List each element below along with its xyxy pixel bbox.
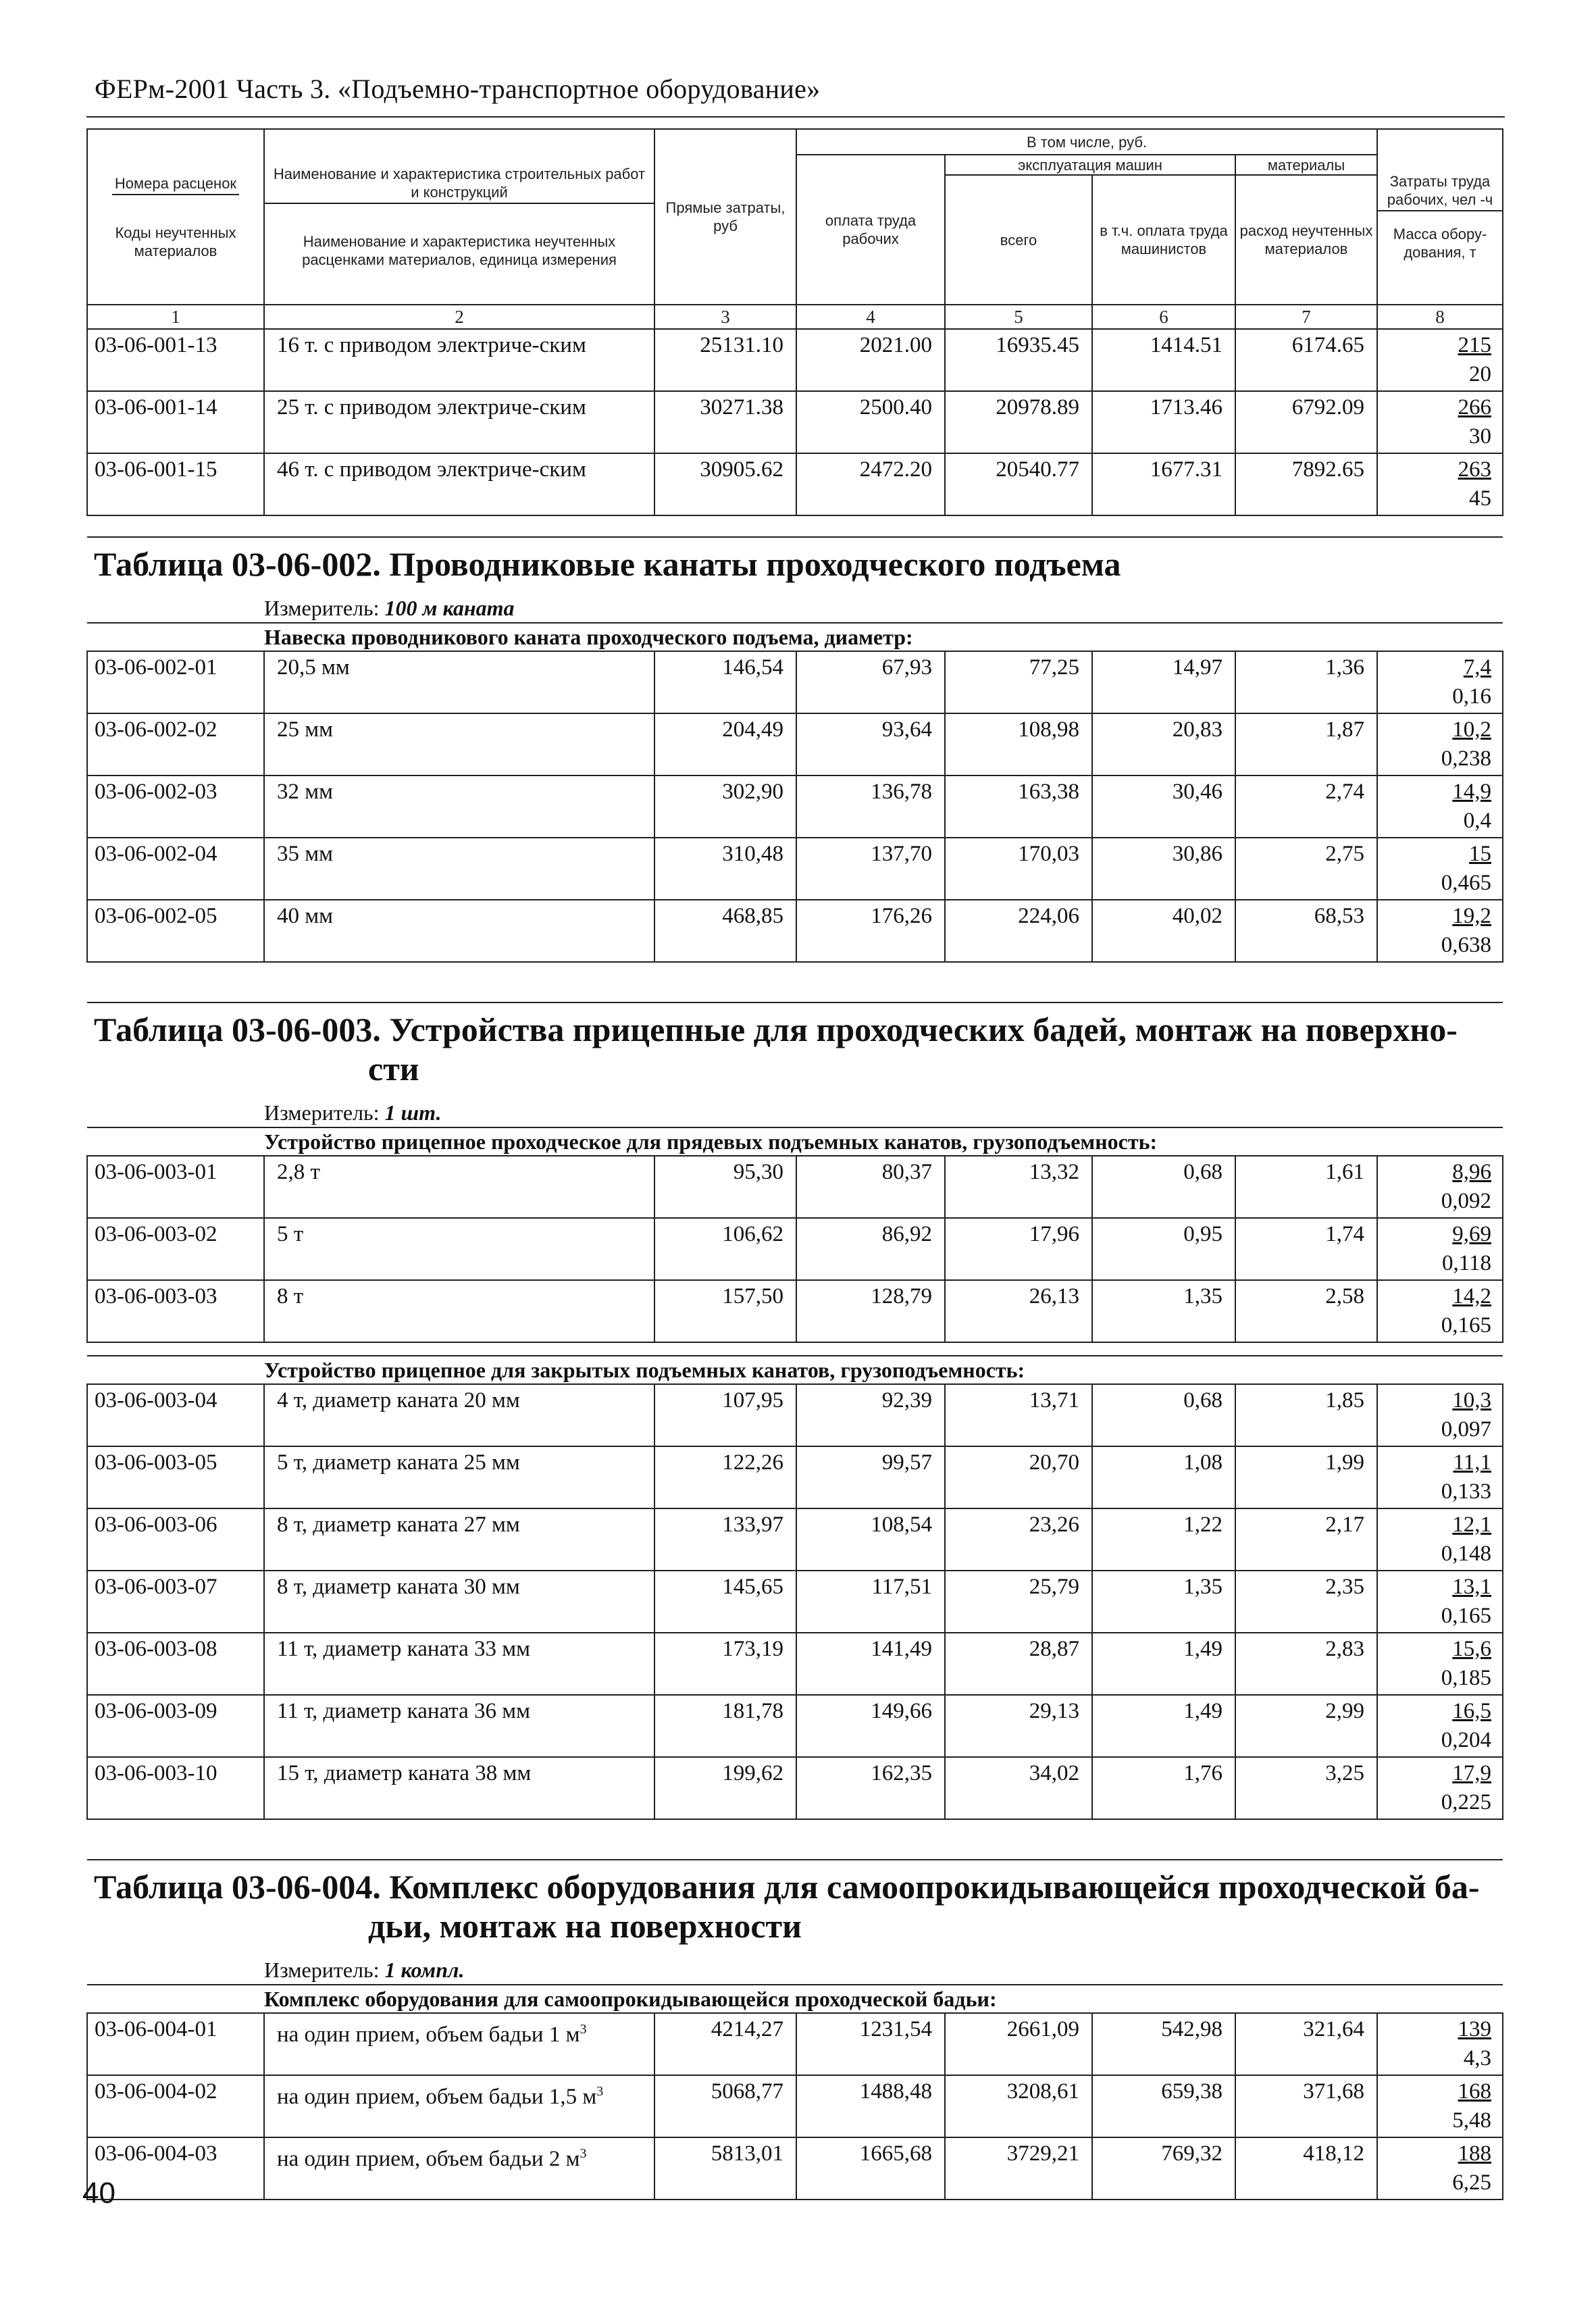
col4-head: оплата труда рабочих — [796, 155, 945, 305]
value-v7: 1,74 — [1235, 1218, 1377, 1280]
equipment-mass: 0,165 — [1441, 1604, 1492, 1628]
table-row — [87, 391, 1503, 453]
labor-cost: 17,9 — [1452, 1761, 1492, 1785]
rate-code: 03-06-002-05 — [87, 900, 264, 962]
work-name-text: 15 т, диаметр каната 38 мм — [277, 1761, 532, 1785]
equipment-mass: 0,097 — [1441, 1417, 1492, 1442]
work-name-text: 5 т, диаметр каната 25 мм — [277, 1450, 520, 1475]
rate-code: 03-06-003-08 — [87, 1633, 264, 1695]
group-heading: Устройство прицепное проходческое для прядевых подъемных канатов, грузоподъемность: — [87, 1127, 1503, 1156]
value-v3: 95,30 — [654, 1156, 796, 1218]
work-name-text: 11 т, диаметр каната 33 мм — [277, 1637, 531, 1661]
table-row — [87, 838, 1503, 900]
labor-cost: 9,69 — [1452, 1222, 1492, 1246]
table-row — [87, 329, 1503, 391]
work-name — [264, 1508, 654, 1571]
value-v6: 40,02 — [1092, 900, 1235, 962]
value-v4: 149,66 — [796, 1695, 945, 1757]
work-name-text: на один прием, объем бадьи 1 м — [277, 2023, 580, 2047]
work-name-text: 8 т, диаметр каната 27 мм — [277, 1513, 520, 1537]
work-name — [264, 1156, 654, 1218]
value-v5: 170,03 — [945, 838, 1092, 900]
work-name-text: 25 т. с приводом электриче-ским — [277, 395, 586, 420]
unit-exponent: 3 — [580, 2146, 587, 2161]
labor-cost: 7,4 — [1463, 655, 1492, 680]
labor-mass — [1377, 1757, 1503, 1819]
value-v4: 80,37 — [796, 1156, 945, 1218]
value-v4: 1488,48 — [796, 2075, 945, 2137]
labor-mass — [1377, 391, 1503, 453]
work-name — [264, 1695, 654, 1757]
rate-code: 03-06-003-06 — [87, 1508, 264, 1571]
labor-cost: 13,1 — [1452, 1575, 1492, 1599]
table-title: Таблица 03-06-003. Устройства прицепные для проходческих бадей, монтаж на поверхно- сти — [94, 1011, 1458, 1088]
value-v4: 1665,68 — [796, 2137, 945, 2200]
labor-cost: 14,9 — [1452, 780, 1492, 804]
value-v6: 1677.31 — [1092, 453, 1235, 515]
work-name-text: 8 т, диаметр каната 30 мм — [277, 1575, 520, 1599]
value-v7: 321,64 — [1235, 2013, 1377, 2075]
rate-code: 03-06-004-03 — [87, 2137, 264, 2200]
value-v6: 1414.51 — [1092, 329, 1235, 391]
labor-mass — [1377, 838, 1503, 900]
value-v3: 5068,77 — [654, 2075, 796, 2137]
column-numbers: 1 2 3 4 5 6 7 8 — [87, 305, 1503, 329]
work-name-text: 11 т, диаметр каната 36 мм — [277, 1699, 531, 1723]
materials-head: материалы — [1235, 155, 1377, 175]
value-v6: 659,38 — [1092, 2075, 1235, 2137]
measure-unit: Измеритель: 1 шт. — [264, 1100, 442, 1125]
value-v6: 1,49 — [1092, 1695, 1235, 1757]
value-v6: 20,83 — [1092, 713, 1235, 776]
value-v4: 99,57 — [796, 1446, 945, 1508]
value-v3: 173,19 — [654, 1633, 796, 1695]
equipment-mass: 6,25 — [1452, 2170, 1492, 2195]
value-v5: 2661,09 — [945, 2013, 1092, 2075]
table-row — [87, 651, 1503, 713]
running-header: ФЕРм-2001 Часть 3. «Подъемно-транспортное оборудование» — [95, 74, 821, 104]
measure-unit: Измеритель: 1 компл. — [264, 1958, 465, 1982]
value-v7: 2,99 — [1235, 1695, 1377, 1757]
unit-exponent: 3 — [580, 2022, 587, 2037]
col5-head: всего — [945, 175, 1092, 305]
value-v7: 371,68 — [1235, 2075, 1377, 2137]
value-v5: 3729,21 — [945, 2137, 1092, 2200]
spacer-row — [87, 515, 1503, 537]
value-v6: 1,22 — [1092, 1508, 1235, 1571]
value-v6: 542,98 — [1092, 2013, 1235, 2075]
value-v5: 20540.77 — [945, 453, 1092, 515]
work-name — [264, 1571, 654, 1633]
work-name — [264, 776, 654, 838]
work-name — [264, 329, 654, 391]
work-name-text: на один прием, объем бадьи 2 м — [277, 2147, 580, 2171]
work-name-text: 20,5 мм — [277, 655, 350, 680]
equipment-mass: 0,148 — [1441, 1542, 1492, 1566]
work-name-text: 4 т, диаметр каната 20 мм — [277, 1388, 520, 1413]
labor-mass — [1377, 776, 1503, 838]
rate-code: 03-06-002-03 — [87, 776, 264, 838]
work-name-text: 35 мм — [277, 842, 334, 866]
value-v7: 2,75 — [1235, 838, 1377, 900]
labor-mass — [1377, 900, 1503, 962]
value-v4: 136,78 — [796, 776, 945, 838]
group-heading: Навеска проводникового каната проходческого подъема, диаметр: — [87, 623, 1503, 651]
labor-mass — [1377, 1156, 1503, 1218]
labor-mass — [1377, 2013, 1503, 2075]
table-row — [87, 713, 1503, 776]
work-name-text: 16 т. с приводом электриче-ским — [277, 333, 586, 357]
table-row — [87, 1156, 1503, 1218]
value-v7: 6174.65 — [1235, 329, 1377, 391]
work-name — [264, 838, 654, 900]
table-title: Таблица 03-06-004. Комплекс оборудования для самоопрокидывающейся проходческой ба- дьи, монтаж на поверхности — [94, 1868, 1480, 1945]
value-v7: 1,99 — [1235, 1446, 1377, 1508]
value-v5: 77,25 — [945, 651, 1092, 713]
equipment-mass: 0,092 — [1441, 1189, 1492, 1213]
value-v7: 68,53 — [1235, 900, 1377, 962]
rate-code: 03-06-001-13 — [87, 329, 264, 391]
value-v7: 1,61 — [1235, 1156, 1377, 1218]
value-v4: 93,64 — [796, 713, 945, 776]
equipment-mass: 0,4 — [1463, 809, 1492, 833]
table-row — [87, 2075, 1503, 2137]
value-v7: 1,85 — [1235, 1384, 1377, 1446]
value-v7: 2,35 — [1235, 1571, 1377, 1633]
value-v5: 224,06 — [945, 900, 1092, 962]
value-v3: 30271.38 — [654, 391, 796, 453]
group-heading: Устройство прицепное для закрытых подъемных канатов, грузоподъемность: — [87, 1356, 1503, 1384]
value-v4: 2472.20 — [796, 453, 945, 515]
work-name — [264, 1446, 654, 1508]
work-name-text: на один прием, объем бадьи 1,5 м — [277, 2085, 597, 2109]
value-v4: 128,79 — [796, 1280, 945, 1342]
rate-code: 03-06-001-14 — [87, 391, 264, 453]
labor-cost: 263 — [1458, 457, 1492, 482]
value-v6: 1,76 — [1092, 1757, 1235, 1819]
col2-head: Наименование и характеристика строительных работ и конструкций Наименование и характеристика неучтенных расценками материалов, единица измерения — [264, 129, 654, 305]
value-v5: 34,02 — [945, 1757, 1092, 1819]
value-v7: 6792.09 — [1235, 391, 1377, 453]
value-v6: 1,08 — [1092, 1446, 1235, 1508]
rate-code: 03-06-002-04 — [87, 838, 264, 900]
table-row — [87, 776, 1503, 838]
value-v7: 2,58 — [1235, 1280, 1377, 1342]
rate-code: 03-06-003-04 — [87, 1384, 264, 1446]
value-v3: 157,50 — [654, 1280, 796, 1342]
table-row — [87, 1757, 1503, 1819]
norms-table — [86, 128, 1502, 2200]
work-name — [264, 453, 654, 515]
table-head — [87, 129, 1503, 329]
value-v7: 2,74 — [1235, 776, 1377, 838]
labor-mass — [1377, 1508, 1503, 1571]
equipment-mass: 0,204 — [1441, 1728, 1492, 1752]
value-v5: 13,32 — [945, 1156, 1092, 1218]
value-v4: 117,51 — [796, 1571, 945, 1633]
table-row — [87, 1218, 1503, 1280]
rate-code: 03-06-003-02 — [87, 1218, 264, 1280]
work-name-text: 32 мм — [277, 780, 334, 804]
equipment-mass: 0,16 — [1452, 684, 1492, 709]
value-v5: 29,13 — [945, 1695, 1092, 1757]
value-v3: 107,95 — [654, 1384, 796, 1446]
labor-mass — [1377, 2137, 1503, 2200]
labor-mass — [1377, 651, 1503, 713]
work-name — [264, 713, 654, 776]
table-row — [87, 1384, 1503, 1446]
work-name-text: 8 т — [277, 1284, 304, 1308]
value-v4: 92,39 — [796, 1384, 945, 1446]
work-name — [264, 651, 654, 713]
labor-mass — [1377, 329, 1503, 391]
labor-cost: 12,1 — [1452, 1513, 1492, 1537]
work-name — [264, 900, 654, 962]
value-v7: 2,83 — [1235, 1633, 1377, 1695]
equipment-mass: 0,225 — [1441, 1790, 1492, 1814]
labor-cost: 19,2 — [1452, 904, 1492, 928]
equipment-mass: 45 — [1469, 486, 1492, 511]
value-v7: 418,12 — [1235, 2137, 1377, 2200]
labor-mass — [1377, 1384, 1503, 1446]
labor-mass — [1377, 1571, 1503, 1633]
table-row — [87, 1508, 1503, 1571]
value-v6: 30,86 — [1092, 838, 1235, 900]
equipment-mass: 0,638 — [1441, 933, 1492, 957]
group-heading: Комплекс оборудования для самоопрокидывающейся проходческой бадьи: — [87, 1985, 1503, 2013]
equipment-mass: 0,238 — [1441, 746, 1492, 771]
value-v5: 17,96 — [945, 1218, 1092, 1280]
value-v5: 16935.45 — [945, 329, 1092, 391]
value-v6: 0,68 — [1092, 1156, 1235, 1218]
value-v7: 1,87 — [1235, 713, 1377, 776]
value-v3: 133,97 — [654, 1508, 796, 1571]
header-rule — [86, 116, 1505, 118]
value-v3: 106,62 — [654, 1218, 796, 1280]
labor-cost: 139 — [1458, 2017, 1492, 2041]
value-v6: 769,32 — [1092, 2137, 1235, 2200]
value-v6: 0,95 — [1092, 1218, 1235, 1280]
rate-code: 03-06-004-02 — [87, 2075, 264, 2137]
value-v3: 204,49 — [654, 713, 796, 776]
col6-head: в т.ч. оплата труда машинистов — [1092, 175, 1235, 305]
labor-mass — [1377, 1695, 1503, 1757]
value-v3: 30905.62 — [654, 453, 796, 515]
col1-head: Номера расценок Коды неучтенных материалов — [87, 129, 264, 305]
labor-cost: 11,1 — [1453, 1450, 1492, 1475]
work-name — [264, 2137, 654, 2200]
equipment-mass: 30 — [1469, 424, 1492, 449]
labor-cost: 16,5 — [1452, 1699, 1492, 1723]
work-name — [264, 1280, 654, 1342]
value-v5: 25,79 — [945, 1571, 1092, 1633]
value-v4: 1231,54 — [796, 2013, 945, 2075]
value-v3: 25131.10 — [654, 329, 796, 391]
value-v4: 162,35 — [796, 1757, 945, 1819]
work-name — [264, 391, 654, 453]
value-v6: 0,68 — [1092, 1384, 1235, 1446]
value-v7: 7892.65 — [1235, 453, 1377, 515]
col7-head: расход неучтенных материалов — [1235, 175, 1377, 305]
col8-head: Затраты труда рабочих, чел -ч Масса обору-дования, т — [1377, 129, 1503, 305]
work-name — [264, 1218, 654, 1280]
table-title: Таблица 03-06-002. Проводниковые канаты проходческого подъема — [94, 545, 1121, 583]
equipment-mass: 0,133 — [1441, 1479, 1492, 1504]
value-v3: 145,65 — [654, 1571, 796, 1633]
value-v5: 23,26 — [945, 1508, 1092, 1571]
incl-head: В том числе, руб. — [796, 129, 1377, 155]
value-v7: 3,25 — [1235, 1757, 1377, 1819]
labor-cost: 15 — [1469, 842, 1492, 866]
work-name — [264, 1757, 654, 1819]
value-v5: 163,38 — [945, 776, 1092, 838]
value-v4: 86,92 — [796, 1218, 945, 1280]
value-v3: 310,48 — [654, 838, 796, 900]
value-v4: 2021.00 — [796, 329, 945, 391]
rate-code: 03-06-003-03 — [87, 1280, 264, 1342]
spacer-row — [87, 962, 1503, 1002]
equipment-mass: 0,165 — [1441, 1313, 1492, 1338]
rate-code: 03-06-003-05 — [87, 1446, 264, 1508]
rate-code: 03-06-003-10 — [87, 1757, 264, 1819]
value-v5: 108,98 — [945, 713, 1092, 776]
table-row — [87, 1695, 1503, 1757]
value-v6: 1713.46 — [1092, 391, 1235, 453]
work-name-text: 25 мм — [277, 717, 334, 742]
work-name-text: 46 т. с приводом электриче-ским — [277, 457, 586, 482]
value-v7: 1,36 — [1235, 651, 1377, 713]
value-v4: 2500.40 — [796, 391, 945, 453]
value-v3: 468,85 — [654, 900, 796, 962]
value-v7: 2,17 — [1235, 1508, 1377, 1571]
rate-code: 03-06-003-07 — [87, 1571, 264, 1633]
work-name — [264, 2013, 654, 2075]
labor-cost: 8,96 — [1452, 1160, 1492, 1184]
value-v3: 146,54 — [654, 651, 796, 713]
value-v3: 181,78 — [654, 1695, 796, 1757]
value-v5: 13,71 — [945, 1384, 1092, 1446]
equipment-mass: 4,3 — [1463, 2046, 1492, 2070]
col3-head: Прямые затраты, руб — [654, 129, 796, 305]
page-number: 40 — [82, 2177, 115, 2210]
labor-cost: 266 — [1458, 395, 1492, 420]
measure-unit: Измеритель: 100 м каната — [264, 596, 515, 620]
spacer-row — [87, 1819, 1503, 1860]
value-v6: 1,49 — [1092, 1633, 1235, 1695]
machines-head: эксплуатация машин — [945, 155, 1235, 175]
value-v5: 28,87 — [945, 1633, 1092, 1695]
value-v3: 199,62 — [654, 1757, 796, 1819]
rate-code: 03-06-003-01 — [87, 1156, 264, 1218]
rate-code: 03-06-002-01 — [87, 651, 264, 713]
value-v4: 137,70 — [796, 838, 945, 900]
work-name-text: 2,8 т — [277, 1160, 320, 1184]
value-v4: 141,49 — [796, 1633, 945, 1695]
table-row — [87, 1280, 1503, 1342]
table-row — [87, 453, 1503, 515]
labor-mass — [1377, 1633, 1503, 1695]
value-v4: 67,93 — [796, 651, 945, 713]
value-v6: 1,35 — [1092, 1571, 1235, 1633]
labor-mass — [1377, 1218, 1503, 1280]
value-v3: 5813,01 — [654, 2137, 796, 2200]
work-name-text: 5 т — [277, 1222, 304, 1246]
labor-cost: 10,2 — [1452, 717, 1492, 742]
equipment-mass: 0,465 — [1441, 871, 1492, 895]
unit-exponent: 3 — [596, 2084, 604, 2099]
labor-mass — [1377, 713, 1503, 776]
table-row — [87, 2013, 1503, 2075]
labor-mass — [1377, 453, 1503, 515]
labor-mass — [1377, 1280, 1503, 1342]
table-row — [87, 900, 1503, 962]
table-row — [87, 2137, 1503, 2200]
work-name — [264, 1633, 654, 1695]
labor-mass — [1377, 2075, 1503, 2137]
equipment-mass: 0,118 — [1442, 1251, 1492, 1275]
value-v5: 20,70 — [945, 1446, 1092, 1508]
table-row — [87, 1633, 1503, 1695]
value-v4: 176,26 — [796, 900, 945, 962]
labor-cost: 14,2 — [1452, 1284, 1492, 1308]
value-v5: 26,13 — [945, 1280, 1092, 1342]
spacer-row — [87, 1342, 1503, 1356]
table-row — [87, 1446, 1503, 1508]
rate-code: 03-06-004-01 — [87, 2013, 264, 2075]
rate-code: 03-06-003-09 — [87, 1695, 264, 1757]
labor-mass — [1377, 1446, 1503, 1508]
equipment-mass: 0,185 — [1441, 1666, 1492, 1690]
labor-cost: 188 — [1458, 2141, 1492, 2166]
value-v5: 3208,61 — [945, 2075, 1092, 2137]
value-v4: 108,54 — [796, 1508, 945, 1571]
equipment-mass: 5,48 — [1452, 2108, 1492, 2133]
value-v5: 20978.89 — [945, 391, 1092, 453]
labor-cost: 215 — [1458, 333, 1492, 357]
work-name — [264, 2075, 654, 2137]
value-v3: 4214,27 — [654, 2013, 796, 2075]
value-v3: 122,26 — [654, 1446, 796, 1508]
value-v3: 302,90 — [654, 776, 796, 838]
labor-cost: 10,3 — [1452, 1388, 1492, 1413]
labor-cost: 15,6 — [1452, 1637, 1492, 1661]
equipment-mass: 20 — [1469, 362, 1492, 386]
labor-cost: 168 — [1458, 2079, 1492, 2104]
work-name — [264, 1384, 654, 1446]
table-row — [87, 1571, 1503, 1633]
rate-code: 03-06-002-02 — [87, 713, 264, 776]
table-body — [87, 329, 1503, 2200]
work-name-text: 40 мм — [277, 904, 334, 928]
value-v6: 30,46 — [1092, 776, 1235, 838]
value-v6: 14,97 — [1092, 651, 1235, 713]
rate-code: 03-06-001-15 — [87, 453, 264, 515]
value-v6: 1,35 — [1092, 1280, 1235, 1342]
